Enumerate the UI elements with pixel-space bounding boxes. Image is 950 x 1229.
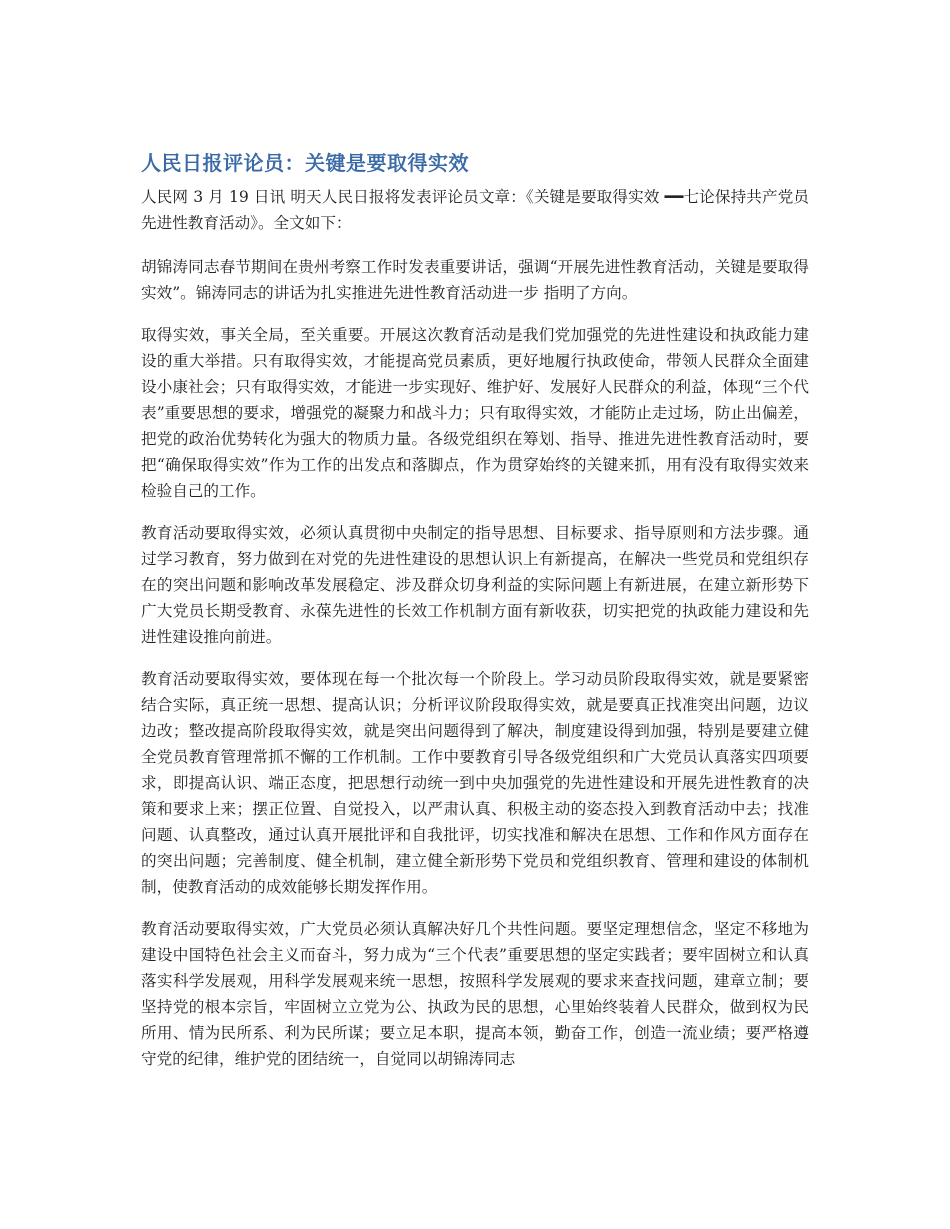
article-paragraph: 胡锦涛同志春节期间在贵州考察工作时发表重要讲话，强调“开展先进性教育活动，关键是要取得实效”。锦涛同志的讲话为扎实推进先进性教育活动进一步 指明了方向。 (141, 258, 809, 302)
article-paragraph: 取得实效，事关全局，至关重要。开展这次教育活动是我们党加强党的先进性建设和执政能力建设的重大举措。只有取得实效，才能提高党员素质，更好地履行执政使命，带领人民群众全面建设小康社会；只有取得实效，才能进一步实现好、维护好、发展好人民群众的利益，体现“三个代表”重要思想的要求，增强党的凝聚力和战斗力；只有取得实效，才能防止走过场，防止出偏差，把党的政治优势转化为强大的物质力量。各级党组织在筹划、指导、推进先进性教育活动时，要把“确保取得实效”作为工作的出发点和落脚点，作为贯穿始终的关键来抓，用有没有取得实效来检验自己的工作。 (141, 326, 809, 500)
article-lead: 人民网 3 月 19 日讯 明天人民日报将发表评论员文章：《关键是要取得实效 ━━七论保持共产党员先进性教育活动》。全文如下： (141, 188, 809, 232)
article-paragraph: 教育活动要取得实效，广大党员必须认真解决好几个共性问题。要坚定理想信念，坚定不移地为建设中国特色社会主义而奋斗，努力成为“三个代表”重要思想的坚定实践者；要牢固树立和认真落实科学发展观，用科学发展观来统一思想，按照科学发展观的要求来查找问题，建章立制；要坚持党的根本宗旨，牢固树立立党为公、执政为民的思想，心里始终装着人民群众，做到权为民所用、情为民所系、利为民所谋；要立足本职，提高本领，勤奋工作，创造一流业绩；要严格遵守党的纪律，维护党的团结统一，自觉同以胡锦涛同志 (141, 920, 809, 1068)
article-title: 人民日报评论员：关键是要取得实效 (141, 151, 469, 175)
article-paragraph: 教育活动要取得实效，必须认真贯彻中央制定的指导思想、目标要求、指导原则和方法步骤。通过学习教育，努力做到在对党的先进性建设的思想认识上有新提高，在解决一些党员和党组织存在的突出问题和影响改革发展稳定、涉及群众切身利益的实际问题上有新进展，在建立新形势下广大党员长期受教育、永葆先进性的长效工作机制方面有新收获，切实把党的执政能力建设和先进性建设推向前进。 (141, 524, 809, 646)
article-paragraph: 教育活动要取得实效，要体现在每一个批次每一个阶段上。学习动员阶段取得实效，就是要紧密结合实际，真正统一思想、提高认识；分析评议阶段取得实效，就是要真正找准突出问题，边议边改；整改提高阶段取得实效，就是突出问题得到了解决，制度建设得到加强，特别是要建立健全党员教育管理常抓不懈的工作机制。工作中要教育引导各级党组织和广大党员认真落实四项要求，即提高认识、端正态度，把思想行动统一到中央加强党的先进性建设和开展先进性教育的决策和要求上来；摆正位置、自觉投入，以严肃认真、积极主动的姿态投入到教育活动中去；找准问题、认真整改，通过认真开展批评和自我批评，切实找准和解决在思想、工作和作风方面存在的突出问题；完善制度、健全机制，建立健全新形势下党员和党组织教育、管理和建设的体制机制，使教育活动的成效能够长期发挥作用。 (141, 670, 809, 896)
article (141, 148, 809, 1088)
